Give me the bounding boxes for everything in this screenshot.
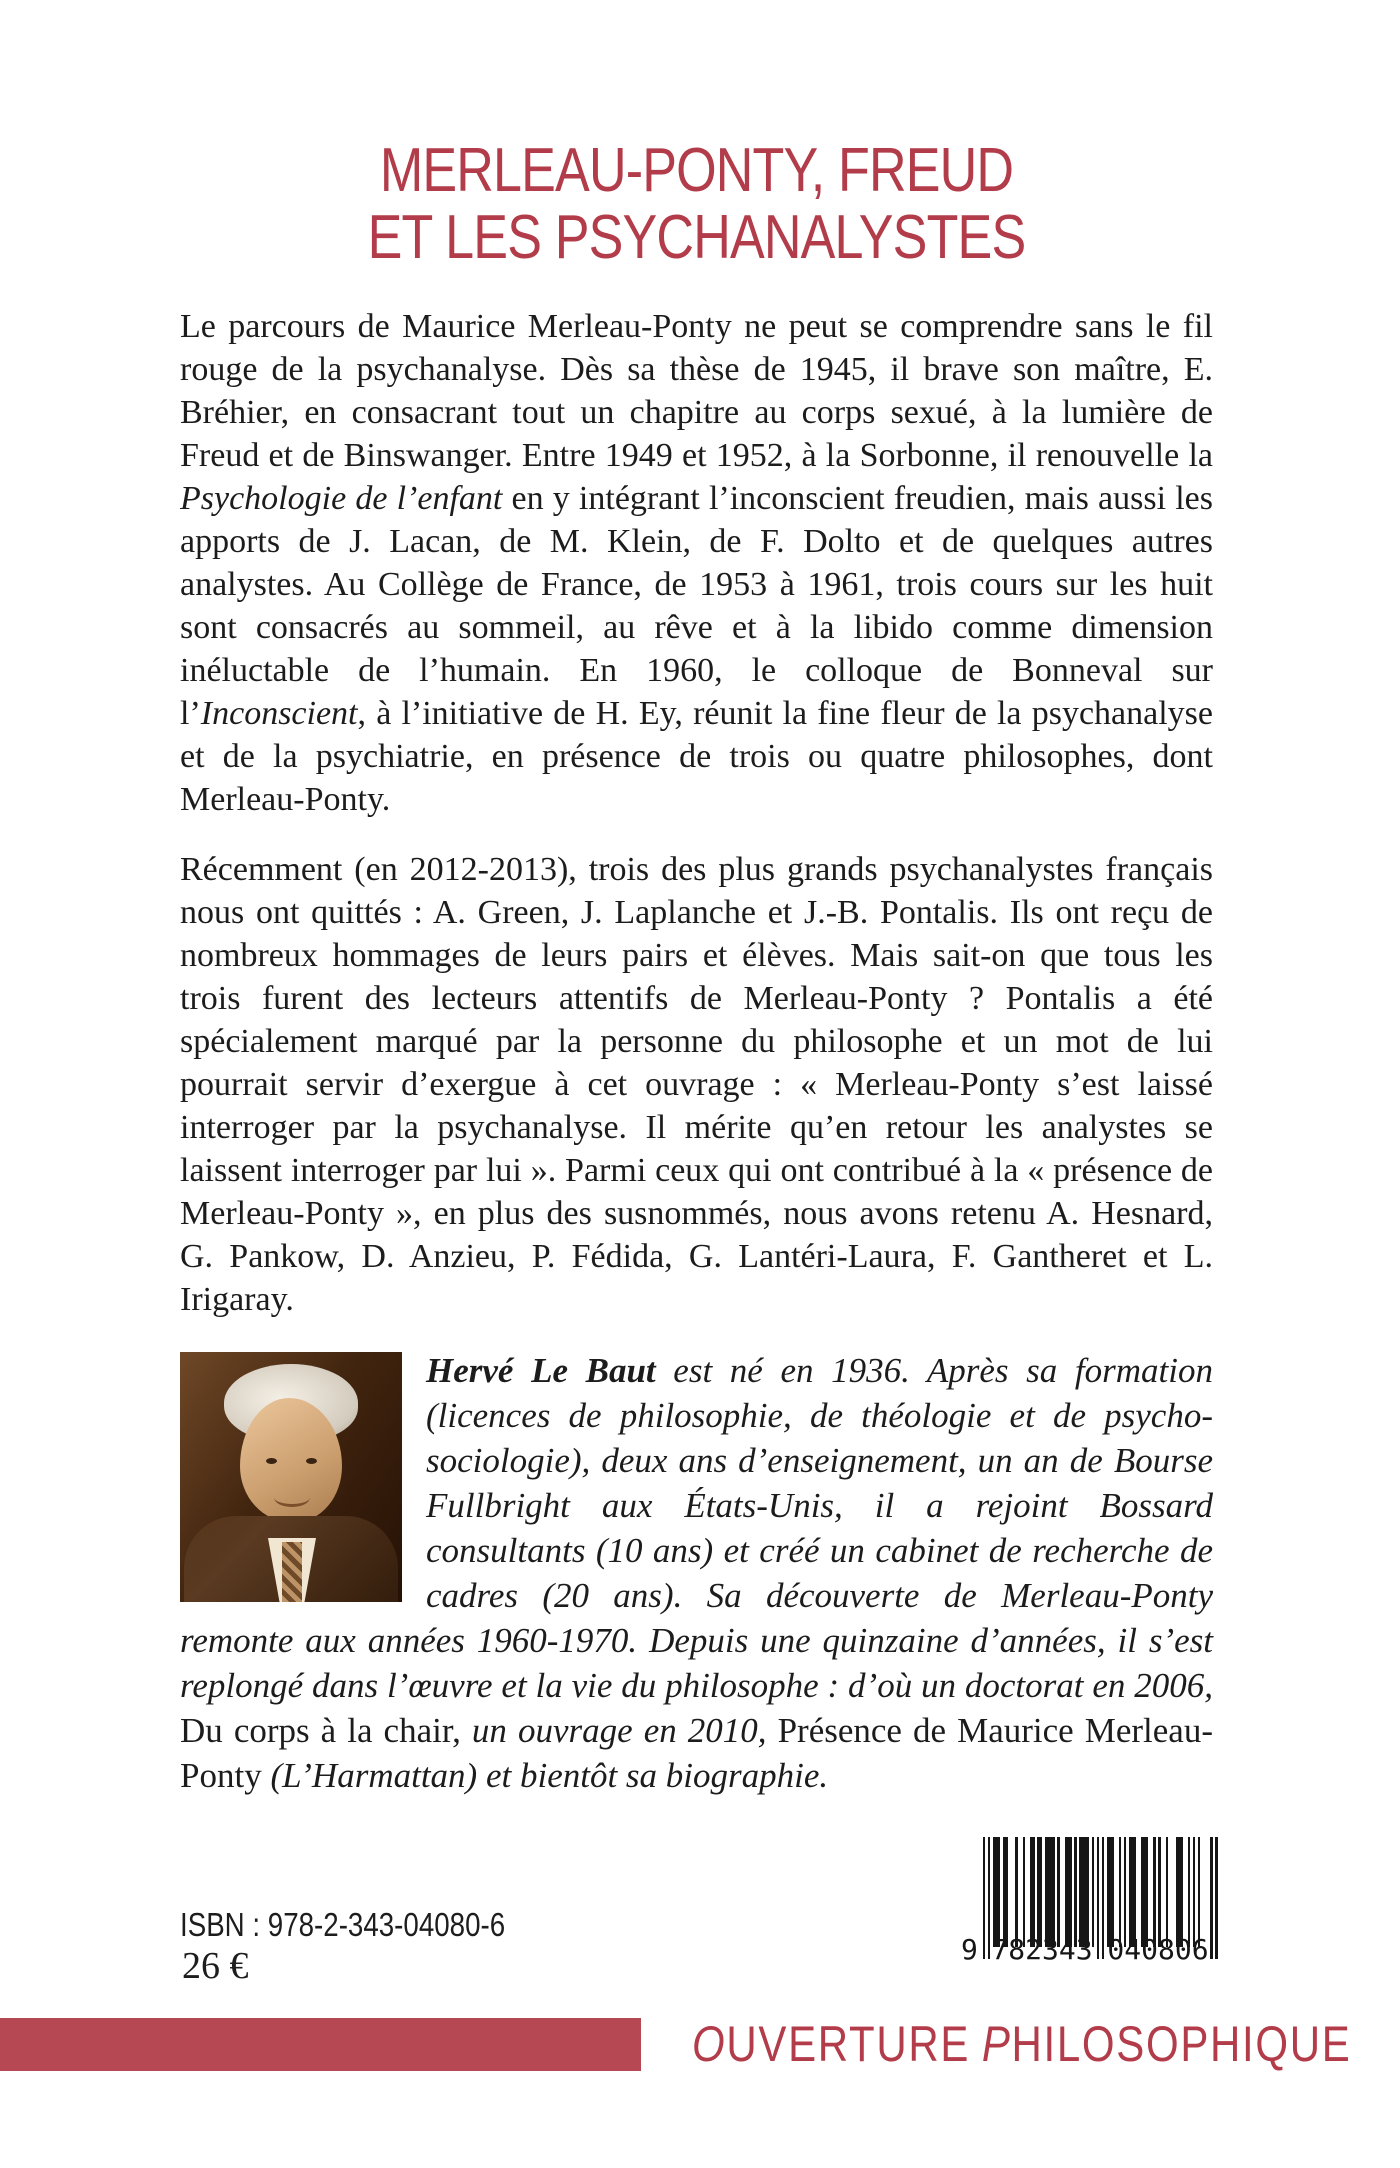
collection-initial-o: O <box>692 2016 727 2072</box>
book-title-line1: MERLEAU-PONTY, FREUD <box>379 135 1014 205</box>
barcode-bar <box>1153 1837 1155 1947</box>
barcode-bar <box>1158 1837 1160 1947</box>
barcode-digits-left-group: 782343 <box>991 1933 1093 1966</box>
author-photo-tie <box>282 1542 302 1602</box>
author-photo-eye-right <box>306 1458 317 1464</box>
barcode-bar <box>1045 1837 1055 1947</box>
collection-word-philosophique: HILOSOPHIQUE <box>1011 2016 1352 2072</box>
barcode-bar <box>1129 1837 1136 1947</box>
barcode-bar <box>1141 1837 1148 1947</box>
barcode-bar <box>1188 1837 1190 1947</box>
barcode <box>961 1837 1223 1975</box>
barcode-bar <box>1119 1837 1121 1947</box>
barcode-bar <box>1074 1837 1076 1947</box>
barcode-bar <box>1176 1837 1183 1947</box>
collection-word-ouverture: UVERTURE <box>726 2016 971 2072</box>
author-photo-eye-left <box>266 1458 277 1464</box>
barcode-bar <box>1092 1837 1094 1947</box>
barcode-bar <box>1198 1837 1200 1947</box>
barcode-bar <box>1079 1837 1089 1947</box>
book-title-line2: ET LES PSYCHANALYSTES <box>367 202 1026 272</box>
author-bio-text: Hervé Le Baut est né en 1936. Après sa formation (licences de philosophie, de théologie et de psycho-sociologie), deux ans d’enseignement, un an de Bourse Fullbright aux États-Unis, il a rejoint Bossard consultants (10 ans) et créé un cabinet de recherche de cadres (20 ans). Sa découverte de Merleau-Ponty remonte aux années 1960-1970. Depuis une quinzaine d’années, il s’est replongé dans l’œuvre et la vie du philosophe : d’où un doctorat en 2006, Du corps à la chair, un ouvrage en 2010, Présence de Maurice Merleau-Ponty (L’Harmattan) et bientôt sa biographie. <box>180 1351 1213 1795</box>
barcode-bar <box>993 1837 1000 1947</box>
barcode-bar <box>1023 1837 1025 1947</box>
barcode-digit-first: 9 <box>961 1933 979 1966</box>
synopsis-paragraph-2: Récemment (en 2012-2013), trois des plus grands psychanalystes français nous ont quittés : A. Green, J. Laplanche et J.-B. Pontalis. Ils ont reçu de nombreux hommages de leurs pairs et élèves. Mais sait-on que tous les trois furent des lecteurs attentifs de Merleau-Ponty ? Pontalis a été spécialement marqué par la personne du philosophe et un mot de lui pourrait servir d’exergue à cet ouvrage : « Merleau-Ponty s’est laissé interroger par la psychanalyse. Il mérite qu’en retour les analystes se laissent interroger par lui ». Parmi ceux qui ont contribué à la « présence de Merleau-Ponty », en plus des susnommés, nous avons retenu A. Hesnard, G. Pankow, D. Anzieu, P. Fédida, G. Lantéri-Laura, F. Gantheret et L. Irigaray. <box>180 851 1213 1318</box>
barcode-bar <box>1107 1837 1114 1947</box>
barcode-bar <box>1065 1837 1072 1947</box>
barcode-bar <box>1102 1837 1104 1959</box>
isbn-label: ISBN : 978-2-343-04080-6 <box>180 1906 506 1943</box>
barcode-bar <box>1015 1837 1017 1947</box>
collection-name <box>692 2016 1352 2072</box>
book-title <box>263 137 1131 271</box>
author-photo-smile <box>274 1488 310 1507</box>
barcode-bar <box>1215 1837 1217 1959</box>
barcode-bar <box>1003 1837 1008 1947</box>
author-bio-section <box>180 1348 1213 1798</box>
collection-banner-bar <box>0 2018 641 2071</box>
barcode-bar <box>1124 1837 1126 1947</box>
collection-initial-p: P <box>981 2016 1012 2072</box>
barcode-bar <box>1030 1837 1035 1947</box>
author-photo <box>180 1352 402 1602</box>
barcode-bar <box>1193 1837 1195 1947</box>
synopsis-paragraph-1: Le parcours de Maurice Merleau-Ponty ne peut se comprendre sans le fil rouge de la psychanalyse. Dès sa thèse de 1945, il brave son maître, E. Bréhier, en consacrant tout un chapitre au corps sexué, à la lumière de Freud et de Binswanger. Entre 1949 et 1952, à la Sorbonne, il renouvelle la Psychologie de l’enfant en y intégrant l’inconscient freudien, mais aussi les apports de J. Lacan, de M. Klein, de F. Dolto et de quelques autres analystes. Au Collège de France, de 1953 à 1961, trois cours sur les huit sont consacrés au sommeil, au rêve et à la libido comme dimension inéluctable de l’humain. En 1960, le colloque de Bonneval sur l’Inconscient, à l’initiative de H. Ey, réunit la fine fleur de la psychanalyse et de la psychiatrie, en présence de trois ou quatre philosophes, dont Merleau-Ponty. <box>180 308 1213 818</box>
barcode-bar <box>1166 1837 1168 1947</box>
barcode-bar <box>1097 1837 1099 1959</box>
price-label: 26 € <box>182 1945 249 1987</box>
barcode-bar <box>1210 1837 1212 1959</box>
barcode-bar <box>1057 1837 1059 1947</box>
barcode-bar <box>1037 1837 1042 1947</box>
barcode-bar <box>983 1837 985 1959</box>
barcode-digits-right-group: 040806 <box>1107 1933 1209 1966</box>
